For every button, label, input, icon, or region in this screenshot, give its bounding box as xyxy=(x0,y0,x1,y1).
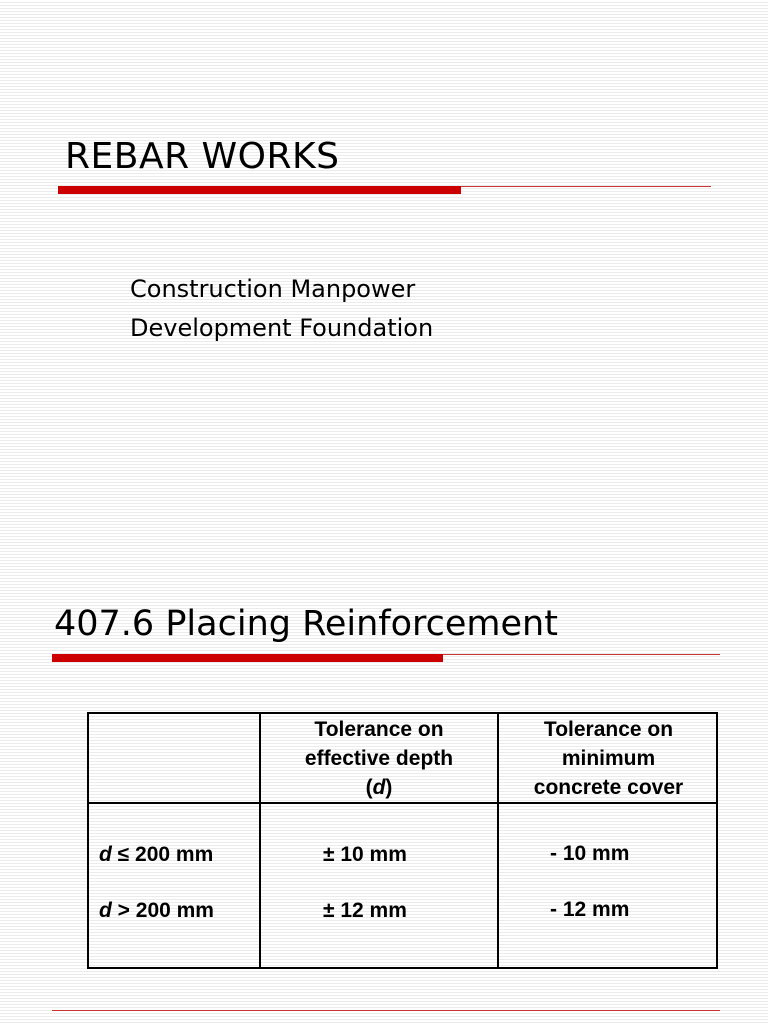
slide-title: REBAR WORKS xyxy=(65,136,340,177)
title-underline-thick xyxy=(58,186,461,194)
footer-rule xyxy=(52,1010,720,1011)
slide-placing-reinforcement xyxy=(0,512,768,1024)
tolerance-table xyxy=(87,712,718,969)
header-concrete-cover: Tolerance on minimum concrete cover xyxy=(533,717,684,799)
row-1-cover: - 10 mm xyxy=(550,842,630,865)
row-2-condition: d > 200 mm xyxy=(99,899,214,922)
row-1-effective-depth: ± 10 mm xyxy=(323,843,407,866)
header-divider xyxy=(89,802,716,804)
row-2-cover: - 12 mm xyxy=(550,898,630,921)
title-underline-thin xyxy=(461,186,711,187)
title-underline-thick xyxy=(52,654,443,662)
subtitle xyxy=(130,270,433,348)
slide-title: 407.6 Placing Reinforcement xyxy=(54,604,558,644)
row-2-effective-depth: ± 12 mm xyxy=(323,899,407,922)
subtitle-line-1: Construction Manpower xyxy=(130,275,416,303)
row-1-condition: d ≤ 200 mm xyxy=(99,843,214,866)
title-underline-thin xyxy=(443,654,720,655)
header-effective-depth: Tolerance on effective depth (d) xyxy=(304,717,454,799)
subtitle-line-2: Development Foundation xyxy=(130,314,434,342)
